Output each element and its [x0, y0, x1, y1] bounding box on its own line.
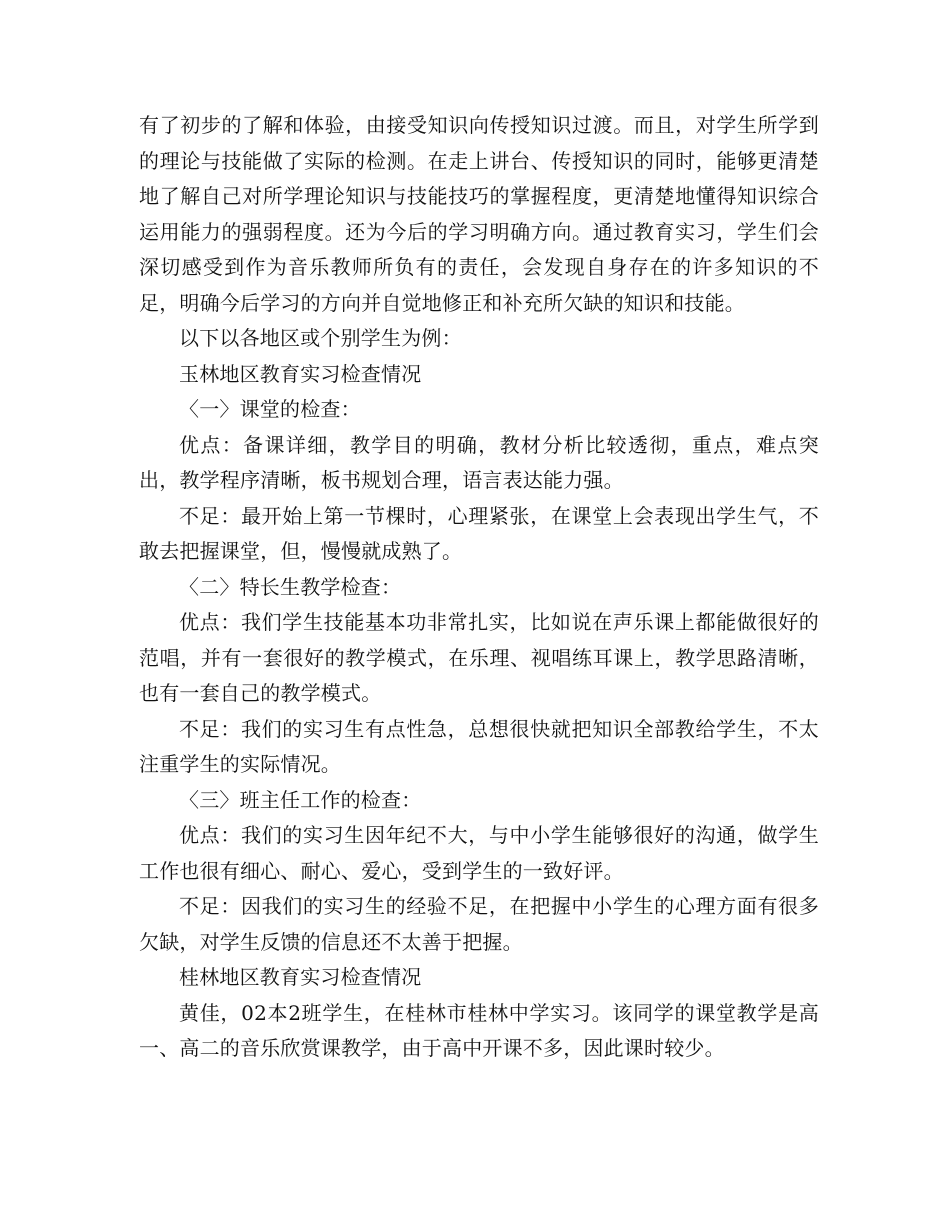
- paragraph-huang-jia: 黄佳，02本2班学生，在桂林市桂林中学实习。该同学的课堂教学是高一、高二的音乐欣赏课教学，由于高中开课不多，因此课时较少。: [139, 1000, 819, 1060]
- heading-special-students-check: 〈二〉特长生教学检查：: [179, 574, 402, 599]
- heading-guilin-inspection: 桂林地区教育实习检查情况: [179, 965, 422, 989]
- heading-classroom-check: 〈一〉课堂的检查：: [179, 397, 361, 421]
- paragraph-special-strengths: 优点：我们学生技能基本功非常扎实，比如说在声乐课上都能做很好的范唱，并有一套很好的教学模式，在乐理、视唱练耳课上，教学思路清晰，也有一套自己的教学模式。: [139, 610, 819, 705]
- heading-yulin-inspection: 玉林地区教育实习检查情况: [179, 361, 422, 386]
- paragraph-class-teacher-strengths: 优点：我们的实习生因年纪不大，与中小学生能够很好的沟通，做学生工作也很有细心、耐心、爱心，受到学生的一致好评。: [139, 823, 819, 883]
- document-body: [139, 108, 819, 1067]
- paragraph-classroom-weaknesses: 不足：最开始上第一节棵时，心理紧张，在课堂上会表现出学生气，不敢去把握课堂，但，慢慢就成熟了。: [139, 503, 819, 563]
- paragraph-examples-intro: 以下以各地区或个别学生为例：: [179, 326, 462, 350]
- paragraph-class-teacher-weaknesses: 不足：因我们的实习生的经验不足，在把握中小学生的心理方面有很多欠缺，对学生反馈的信息还不太善于把握。: [139, 894, 819, 954]
- paragraph-special-weaknesses: 不足：我们的实习生有点性急，总想很快就把知识全部教给学生，不太注重学生的实际情况。: [139, 716, 819, 776]
- paragraph-intro: 有了初步的了解和体验，由接受知识向传授知识过渡。而且，对学生所学到的理论与技能做了实际的检测。在走上讲台、传授知识的同时，能够更清楚地了解自己对所学理论知识与技能技巧的掌握程度，更清楚地懂得知识综合运用能力的强弱程度。还为今后的学习明确方向。通过教育实习，学生们会深切感受到作为音乐教师所负有的责任，会发现自身存在的许多知识的不足，明确今后学习的方向并自觉地修正和补充所欠缺的知识和技能。: [139, 113, 819, 315]
- heading-class-teacher-check: 〈三〉班主任工作的检查：: [179, 787, 422, 812]
- paragraph-classroom-strengths: 优点：备课详细，教学目的明确，教材分析比较透彻，重点，难点突出，教学程序清晰，板书规划合理，语言表达能力强。: [139, 432, 819, 492]
